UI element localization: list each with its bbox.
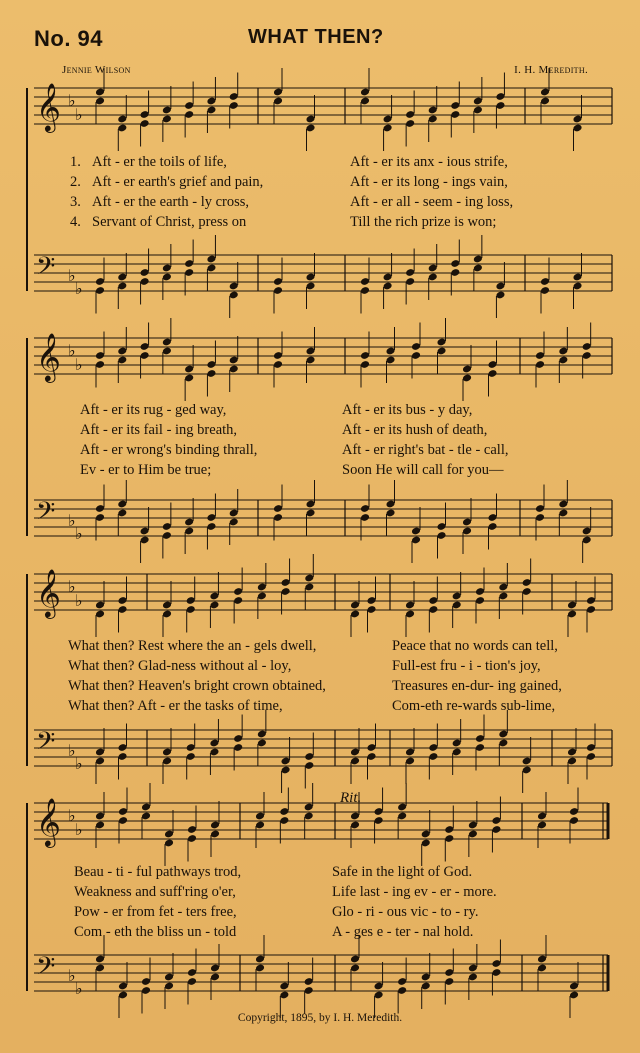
flat-icon: ♭ xyxy=(75,279,83,298)
bass-clef-icon: 𝄢 xyxy=(36,727,56,762)
lyric-right: Com-eth re-wards sub-lime, xyxy=(392,698,556,714)
verse-line xyxy=(40,442,610,462)
lyric-right: Aft - er its anx - ious strife, xyxy=(350,154,508,170)
lyric-right: Glo - ri - ous vic - to - ry. xyxy=(332,904,479,920)
lyric-right: Till the rich prize is won; xyxy=(350,214,497,230)
flat-icon: ♭ xyxy=(68,511,76,530)
verse-line xyxy=(40,462,610,482)
lyric-left: Aft - er earth's grief and pain, xyxy=(92,174,264,190)
flat-icon: ♭ xyxy=(75,105,83,124)
flat-icon: ♭ xyxy=(75,754,83,773)
lyric-left: Com - eth the bliss un - told xyxy=(74,924,237,940)
lyric-right: Treasures en-dur- ing gained, xyxy=(392,678,562,694)
bass-clef-icon: 𝄢 xyxy=(36,252,56,287)
ritardando-marking: Rit. xyxy=(340,790,362,806)
flat-icon: ♭ xyxy=(68,806,76,825)
system-4-lyrics xyxy=(40,864,610,944)
system-3-lyrics xyxy=(40,638,610,718)
verse-line xyxy=(40,422,610,442)
flat-icon: ♭ xyxy=(75,355,83,374)
verse-line xyxy=(40,194,610,214)
flat-icon: ♭ xyxy=(75,979,83,998)
flat-icon: ♭ xyxy=(68,341,76,360)
lyric-left: Servant of Christ, press on xyxy=(92,214,247,230)
verse-line xyxy=(40,638,610,658)
flat-icon: ♭ xyxy=(68,741,76,760)
flat-icon: ♭ xyxy=(68,577,76,596)
verse-line xyxy=(40,884,610,904)
lyric-right: Soon He will call for you— xyxy=(342,462,504,478)
flat-icon: ♭ xyxy=(68,966,76,985)
treble-clef-icon: 𝄞 xyxy=(36,332,61,381)
lyric-left: Aft - er the earth - ly cross, xyxy=(92,194,250,210)
lyric-left: What then? Heaven's bright crown obtained, xyxy=(68,678,326,694)
lyric-left: Aft - er wrong's binding thrall, xyxy=(80,442,258,458)
lyric-right: Aft - er its hush of death, xyxy=(342,422,488,438)
flat-icon: ♭ xyxy=(68,266,76,285)
lyric-right: Safe in the light of God. xyxy=(332,864,473,880)
flat-icon: ♭ xyxy=(75,820,83,839)
lyric-left: Aft - er the toils of life, xyxy=(92,154,227,170)
verse-line xyxy=(40,174,610,194)
flat-icon: ♭ xyxy=(75,524,83,543)
treble-clef-icon: 𝄞 xyxy=(36,82,61,131)
hymn-composer: I. H. Meredith. xyxy=(514,64,588,76)
lyric-left: Aft - er its fail - ing breath, xyxy=(80,422,238,438)
lyric-right: Life last - ing ev - er - more. xyxy=(332,884,497,900)
lyric-right: A - ges e - ter - nal hold. xyxy=(332,924,474,940)
lyric-right: Full-est fru - i - tion's joy, xyxy=(392,658,541,674)
bass-clef-icon: 𝄢 xyxy=(36,497,56,532)
verse-number: 1. xyxy=(70,154,81,170)
verse-line xyxy=(40,678,610,698)
lyric-right: Aft - er its long - ings vain, xyxy=(350,174,508,190)
lyric-right: Aft - er right's bat - tle - call, xyxy=(342,442,509,458)
hymn-author: Jennie Wilson xyxy=(62,64,131,76)
lyric-left: Ev - er to Him be true; xyxy=(80,462,212,478)
verse-line xyxy=(40,864,610,884)
lyric-left: Aft - er its rug - ged way, xyxy=(80,402,227,418)
treble-clef-icon: 𝄞 xyxy=(36,797,61,846)
system-2-lyrics xyxy=(40,402,610,482)
lyric-right: Aft - er all - seem - ing loss, xyxy=(350,194,514,210)
lyric-left: What then? Aft - er the tasks of time, xyxy=(68,698,283,714)
verse-line xyxy=(40,698,610,718)
bass-clef-icon: 𝄢 xyxy=(36,952,56,987)
verse-line xyxy=(40,904,610,924)
lyric-left: Beau - ti - ful pathways trod, xyxy=(74,864,242,880)
verse-line xyxy=(40,154,610,174)
flat-icon: ♭ xyxy=(75,591,83,610)
copyright-notice: Copyright, 1895, by I. H. Meredith. xyxy=(237,1012,403,1024)
lyric-left: What then? Rest where the an - gels dwell, xyxy=(68,638,317,654)
verse-line xyxy=(40,924,610,944)
treble-clef-icon: 𝄞 xyxy=(36,568,61,617)
hymn-title: WHAT THEN? xyxy=(248,26,384,48)
system-1-lyrics xyxy=(40,154,610,234)
verse-number: 4. xyxy=(70,214,81,230)
hymn-number: No. 94 xyxy=(34,26,104,51)
lyric-left: What then? Glad-ness without al - loy, xyxy=(68,658,292,674)
verse-number: 2. xyxy=(70,174,81,190)
verse-line xyxy=(40,214,610,234)
verse-line xyxy=(40,658,610,678)
verse-number: 3. xyxy=(70,194,81,210)
flat-icon: ♭ xyxy=(68,91,76,110)
verse-line xyxy=(40,402,610,422)
lyric-left: Pow - er from fet - ters free, xyxy=(74,904,237,920)
lyric-right: Aft - er its bus - y day, xyxy=(342,402,473,418)
lyric-left: Weakness and suff'ring o'er, xyxy=(74,884,236,900)
lyric-right: Peace that no words can tell, xyxy=(392,638,558,654)
